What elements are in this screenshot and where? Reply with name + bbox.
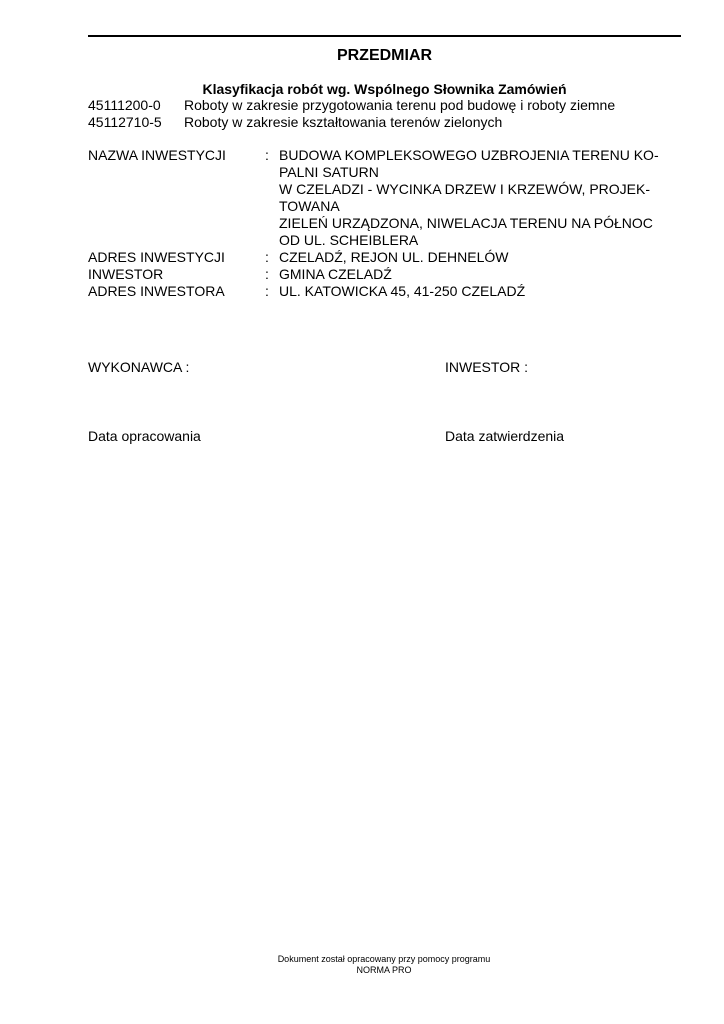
info-value [279,283,674,300]
info-separator: : [265,283,269,299]
info-value [279,249,674,266]
info-value-line: UL. KATOWICKA 45, 41-250 CZELADŹ [279,283,526,299]
info-label: INWESTOR [88,266,164,282]
info-row-investment-name [88,147,688,249]
footer-line: NORMA PRO [356,965,412,975]
info-label: ADRES INWESTORA [88,283,225,299]
info-separator: : [265,266,269,282]
info-separator: : [265,249,269,265]
footer-line: Dokument został opracowany przy pomocy programu [277,954,491,964]
info-separator: : [265,147,269,163]
classification-item [88,114,688,131]
info-value-line: TOWANA [279,198,340,214]
info-value-line: OD UL. SCHEIBLERA [279,232,419,248]
classification-heading: Klasyfikacja robót wg. Wspólnego Słownika Zamówień [202,81,567,97]
info-value-line: ZIELEŃ URZĄDZONA, NIWELACJA TERENU NA PÓŁNOC [279,215,653,231]
info-value-line: CZELADŹ, REJON UL. DEHNELÓW [279,249,509,265]
document-title: PRZEDMIAR [336,47,433,64]
prepared-date-label: Data opracowania [88,428,201,444]
classification-item [88,97,688,114]
info-label: ADRES INWESTYCJI [88,249,225,265]
info-value [279,147,674,249]
classification-description: Roboty w zakresie przygotowania terenu pod budowę i roboty ziemne [184,97,616,113]
info-value-line: PALNI SATURN [279,164,379,180]
classification-list [88,97,688,131]
classification-description: Roboty w zakresie kształtowania terenów zielonych [184,114,503,130]
info-value-line: BUDOWA KOMPLEKSOWEGO UZBROJENIA TERENU KO- [279,147,659,163]
investor-signature-label: INWESTOR : [445,359,528,375]
info-row-investor-address [88,283,688,300]
footer [200,954,568,976]
info-value-line: W CZELADZI - WYCINKA DRZEW I KRZEWÓW, PROJEK- [279,181,651,197]
info-row-investment-address [88,249,688,266]
classification-code: 45112710-5 [88,114,162,130]
info-row-investor [88,266,688,283]
info-value-line: GMINA CZELADŹ [279,266,392,282]
top-rule [88,35,681,37]
contractor-label: WYKONAWCA : [88,359,190,375]
investment-info [88,147,688,300]
info-value [279,266,674,283]
approval-date-label: Data zatwierdzenia [445,428,565,444]
classification-code: 45111200-0 [88,97,161,113]
info-label: NAZWA INWESTYCJI [88,147,226,163]
